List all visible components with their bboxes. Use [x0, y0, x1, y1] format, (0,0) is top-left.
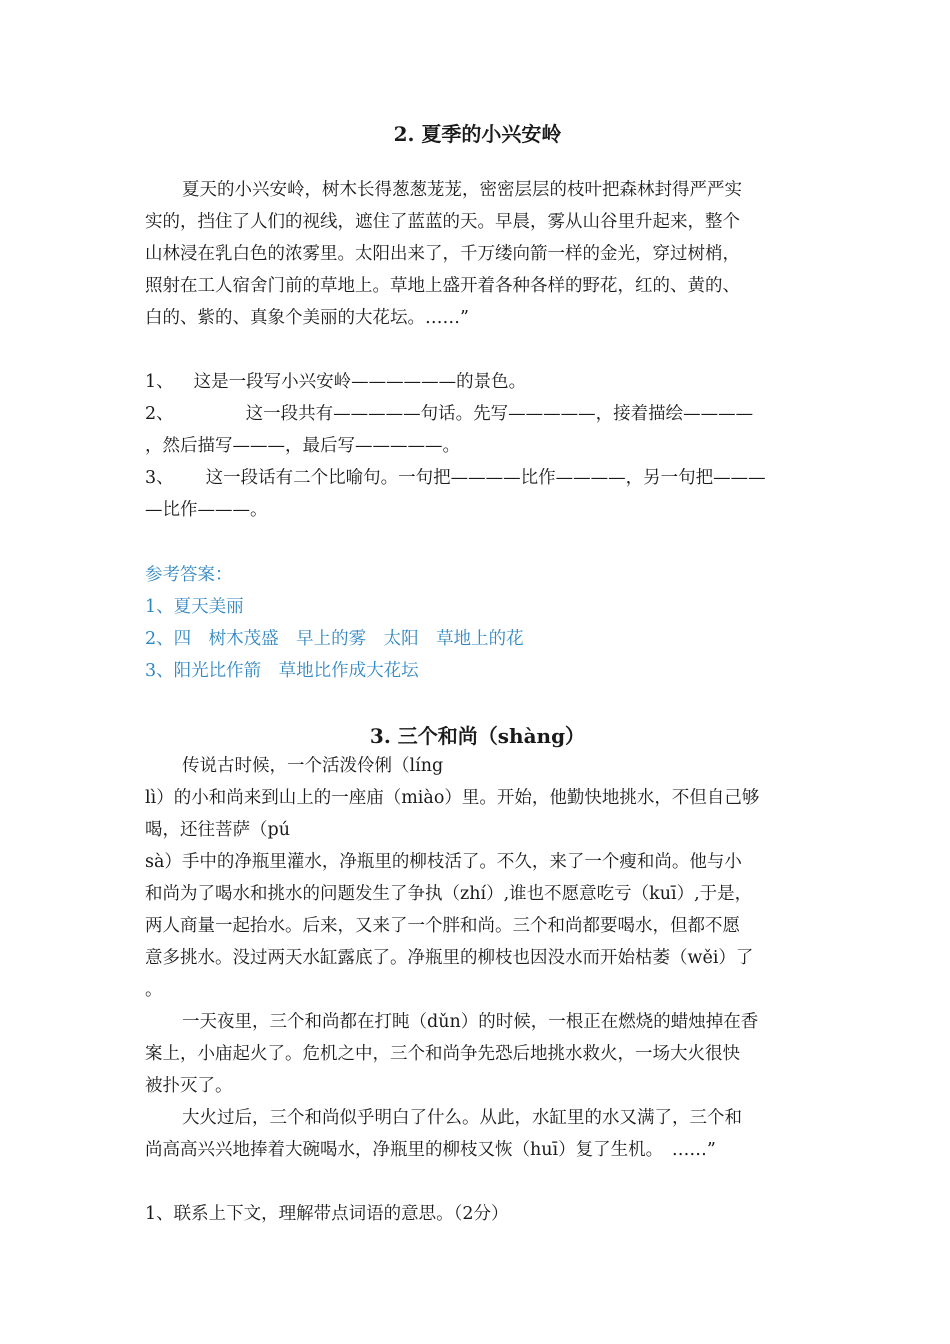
- passage-line: 喝，还往菩萨（pú: [145, 820, 290, 840]
- question-text: 这一段共有—————句话。先写—————，接着描绘————: [245, 404, 754, 424]
- section2-title: 2. 夏季的小兴安岭: [393, 122, 562, 146]
- section3-question-1: 1、联系上下文，理解带点词语的意思。（2分）: [145, 1204, 509, 1224]
- passage-line: 照射在工人宿舍门前的草地上。草地上盛开着各种各样的野花，红的、黄的、: [145, 276, 740, 296]
- answer-1: 1、夏天美丽: [145, 597, 244, 617]
- answer-3: 3、阳光比作箭 草地比作成大花坛: [145, 661, 419, 681]
- passage-line: 案上，小庙起火了。危机之中，三个和尚争先恐后地挑水救火，一场大火很快: [145, 1044, 740, 1064]
- question-number: 1、: [145, 372, 174, 392]
- passage-line: 白的、紫的、真象个美丽的大花坛。……”: [145, 308, 469, 328]
- answer-header: 参考答案：: [145, 565, 233, 585]
- passage-line: 一天夜里，三个和尚都在打盹（dǔn）的时候，一根正在燃烧的蜡烛掉在香: [182, 1012, 759, 1032]
- passage-line: 山林浸在乳白色的浓雾里。太阳出来了，千万缕向箭一样的金光，穿过树梢，: [145, 244, 740, 264]
- passage-line: 大火过后，三个和尚似乎明白了什么。从此，水缸里的水又满了，三个和: [182, 1108, 742, 1128]
- question-number: 3、: [145, 468, 174, 488]
- question-text: 这一段话有二个比喻句。一句把————比作————，另一句把———: [205, 468, 766, 488]
- passage-line: sà）手中的净瓶里灌水，净瓶里的柳枝活了。不久，来了一个瘦和尚。他与小: [145, 852, 742, 872]
- passage-line: 两人商量一起抬水。后来，又来了一个胖和尚。三个和尚都要喝水，但都不愿: [145, 916, 740, 936]
- question-text: 这是一段写小兴安岭——————的景色。: [193, 372, 527, 392]
- section3-title: 3. 三个和尚（shàng）: [369, 724, 586, 748]
- passage-line: 意多挑水。没过两天水缸露底了。净瓶里的柳枝也因没水而开始枯萎（wěi）了: [145, 948, 754, 968]
- passage-line: 和尚为了喝水和挑水的问题发生了争执（zhí）,谁也不愿意吃亏（kuī）,于是，: [145, 884, 753, 904]
- passage-line: 尚高高兴兴地捧着大碗喝水，净瓶里的柳枝又恢（huī）复了生机。 ……”: [145, 1140, 716, 1160]
- answer-2: 2、四 树木茂盛 早上的雾 太阳 草地上的花: [145, 629, 524, 649]
- passage-line: 传说古时候，一个活泼伶俐（líng: [182, 756, 444, 776]
- question-2-continued: ，然后描写———，最后写—————。: [145, 436, 460, 456]
- question-1: [145, 370, 526, 394]
- question-3-continued: —比作———。: [145, 500, 268, 520]
- question-2: [145, 402, 753, 426]
- question-number: 2、: [145, 404, 174, 424]
- passage-line: 被扑灭了。: [145, 1076, 233, 1096]
- question-3: [145, 466, 766, 490]
- passage-line: 夏天的小兴安岭，树木长得葱葱茏茏，密密层层的枝叶把森林封得严严实: [182, 180, 742, 200]
- passage-line: lì）的小和尚来到山上的一座庙（miào）里。开始，他勤快地挑水，不但自己够: [145, 788, 760, 808]
- passage-line: 。: [145, 980, 163, 1000]
- passage-line: 实的，挡住了人们的视线，遮住了蓝蓝的天。早晨，雾从山谷里升起来，整个: [145, 212, 740, 232]
